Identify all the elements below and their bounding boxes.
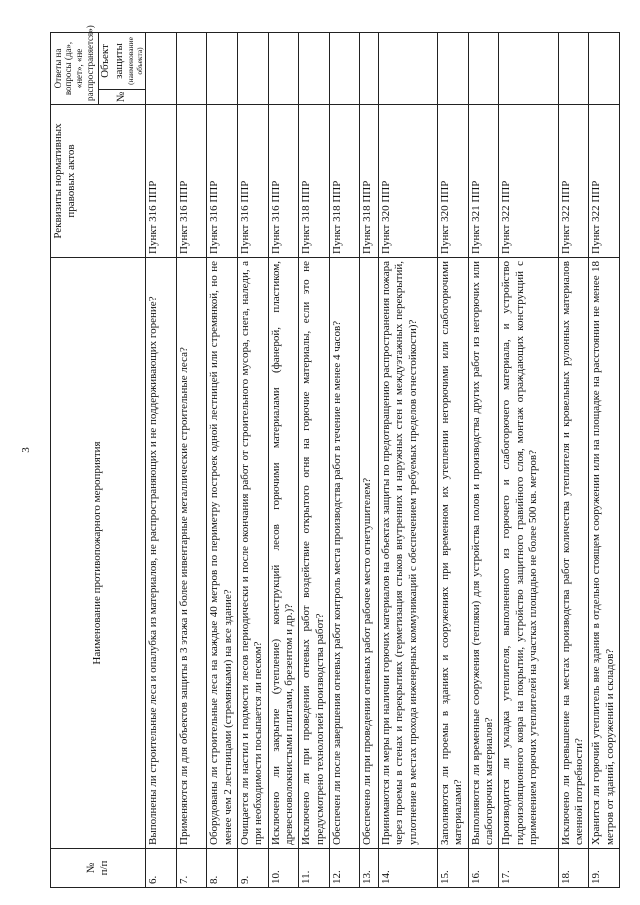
row-answer[interactable] bbox=[558, 33, 589, 105]
row-num: 8. bbox=[207, 849, 238, 888]
table-row bbox=[438, 33, 469, 888]
row-requisites: Пункт 322 ППР bbox=[558, 105, 589, 258]
row-requisites: Пункт 321 ППР bbox=[468, 105, 499, 258]
row-text: Исключено ли при проведении огневых работ воздействие открытого огня на горючие материалы, если это не предусмотрено технологией производства работ? bbox=[299, 258, 330, 849]
table-row bbox=[176, 33, 207, 888]
row-num: 11. bbox=[299, 849, 330, 888]
row-answer[interactable] bbox=[145, 33, 176, 105]
header-object bbox=[98, 33, 145, 105]
header-num: № п/п bbox=[51, 849, 146, 888]
table-row bbox=[558, 33, 589, 888]
row-requisites: Пункт 318 ППР bbox=[360, 105, 378, 258]
row-num: 6. bbox=[145, 849, 176, 888]
table-row bbox=[589, 33, 620, 888]
row-num: 10. bbox=[268, 849, 299, 888]
row-answer[interactable] bbox=[207, 33, 238, 105]
rotated-page bbox=[50, 25, 620, 888]
row-text: Исключено ли закрытие (утепление) конструкций лесов горючими материалами (фанерой, пластиком, древесноволокнистыми плитами, брезентом и др.)? bbox=[268, 258, 299, 849]
table-row bbox=[268, 33, 299, 888]
row-answer[interactable] bbox=[299, 33, 330, 105]
table-row bbox=[207, 33, 238, 888]
table-row bbox=[299, 33, 330, 888]
row-num: 12. bbox=[329, 849, 360, 888]
row-text: Выполняются ли временные сооружения (тепляки) для устройства полов и производства других работ из негорючих или слабогорючих материалов? bbox=[468, 258, 499, 849]
header-name: Наименование противопожарного мероприятия bbox=[51, 258, 146, 849]
table-row bbox=[499, 33, 558, 888]
row-answer[interactable] bbox=[329, 33, 360, 105]
row-text: Заполняются ли проемы в зданиях и сооружениях при временном их утеплении негорючими или слабогорючими материалами? bbox=[438, 258, 469, 849]
row-text: Обеспечено ли при проведении огневых работ рабочее место огнетушителем? bbox=[360, 258, 378, 849]
row-requisites: Пункт 316 ППР bbox=[207, 105, 238, 258]
row-text: Применяются ли для объектов защиты в 3 этажа и более инвентарные металлические строительные леса? bbox=[176, 258, 207, 849]
header-object-sublabel: (наименование объекта) bbox=[126, 37, 145, 85]
checklist-table bbox=[50, 25, 620, 888]
row-answer[interactable] bbox=[176, 33, 207, 105]
row-answer[interactable] bbox=[468, 33, 499, 105]
row-answer[interactable] bbox=[268, 33, 299, 105]
row-num: 17. bbox=[499, 849, 558, 888]
header-req: Реквизиты нормативных правовых актов bbox=[51, 105, 146, 258]
row-num: 13. bbox=[360, 849, 378, 888]
row-text: Оборудованы ли строительные леса на каждые 40 метров по периметру построек одной лестницей или стремянкой, но не менее чем 2 лестницами (стремянками) на все здание? bbox=[207, 258, 238, 849]
row-num: 7. bbox=[176, 849, 207, 888]
row-requisites: Пункт 322 ППР bbox=[499, 105, 558, 258]
table-row bbox=[237, 33, 268, 888]
table-row bbox=[329, 33, 360, 888]
row-answer[interactable] bbox=[237, 33, 268, 105]
row-num: 14. bbox=[378, 849, 437, 888]
row-requisites: Пункт 316 ППР bbox=[145, 105, 176, 258]
header-answers: Ответы на вопросы (да», «нет», «не распространяется») bbox=[51, 33, 99, 105]
header-object-num: № bbox=[99, 89, 145, 104]
row-text: Хранится ли горючий утеплитель вне здания в отдельно стоящем сооружении или на площадке на расстоянии не менее 18 метров от зданий, сооружений и складов? bbox=[589, 258, 620, 849]
row-num: 19. bbox=[589, 849, 620, 888]
row-requisites: Пункт 322 ППР bbox=[589, 105, 620, 258]
row-num: 15. bbox=[438, 849, 469, 888]
row-requisites: Пункт 320 ППР bbox=[438, 105, 469, 258]
page-number: 3 bbox=[20, 447, 32, 453]
row-answer[interactable] bbox=[378, 33, 437, 105]
table-row bbox=[378, 33, 437, 888]
row-text: Очищается ли настил и подмости лесов периодически и после окончания работ от строительного мусора, снега, наледи, а при необходимости посыпается ли песком? bbox=[237, 258, 268, 849]
row-text: Производится ли укладка утеплителя, выполненного из горючего и слабогорючего материала, и устройство гидроизоляционного ковра на покрытии, устройство защитного гравийного слоя, монтаж ограждающих конструкций с применением горючих утеплителей на участках площадью не более 500 кв. метров? bbox=[499, 258, 558, 849]
table-row bbox=[360, 33, 378, 888]
row-answer[interactable] bbox=[438, 33, 469, 105]
row-text: Принимаются ли меры при наличии горючих материалов на объектах защиты по предотвращению распространения пожара через проемы в стенах и перекрытиях (герметизация стыков внутренних и наружных стен и междуэтажных перекрытий, уплотнение в местах прохода инженерных коммуникаций с обеспечением требуемых пределов огнестойкости)? bbox=[378, 258, 437, 849]
header-row bbox=[51, 33, 99, 888]
row-text: Выполнены ли строительные леса и опалубка из материалов, не распространяющих и не поддерживающих горение? bbox=[145, 258, 176, 849]
row-answer[interactable] bbox=[499, 33, 558, 105]
table-row bbox=[145, 33, 176, 888]
row-requisites: Пункт 316 ППР bbox=[237, 105, 268, 258]
row-requisites: Пункт 316 ППР bbox=[176, 105, 207, 258]
row-requisites: Пункт 318 ППР bbox=[329, 105, 360, 258]
row-requisites: Пункт 316 ППР bbox=[268, 105, 299, 258]
row-answer[interactable] bbox=[589, 33, 620, 105]
row-answer[interactable] bbox=[360, 33, 378, 105]
row-num: 18. bbox=[558, 849, 589, 888]
row-text: Исключено ли превышение на местах производства работ количества утеплителя и кровельных рулонных материалов сменной потребности? bbox=[558, 258, 589, 849]
row-requisites: Пункт 318 ППР bbox=[299, 105, 330, 258]
header-object-label: Объект защиты bbox=[99, 43, 125, 79]
row-requisites: Пункт 320 ППР bbox=[378, 105, 437, 258]
row-num: 9. bbox=[237, 849, 268, 888]
row-num: 16. bbox=[468, 849, 499, 888]
table-row bbox=[468, 33, 499, 888]
row-text: Обеспечен ли после завершения огневых работ контроль места производства работ в течение не менее 4 часов? bbox=[329, 258, 360, 849]
